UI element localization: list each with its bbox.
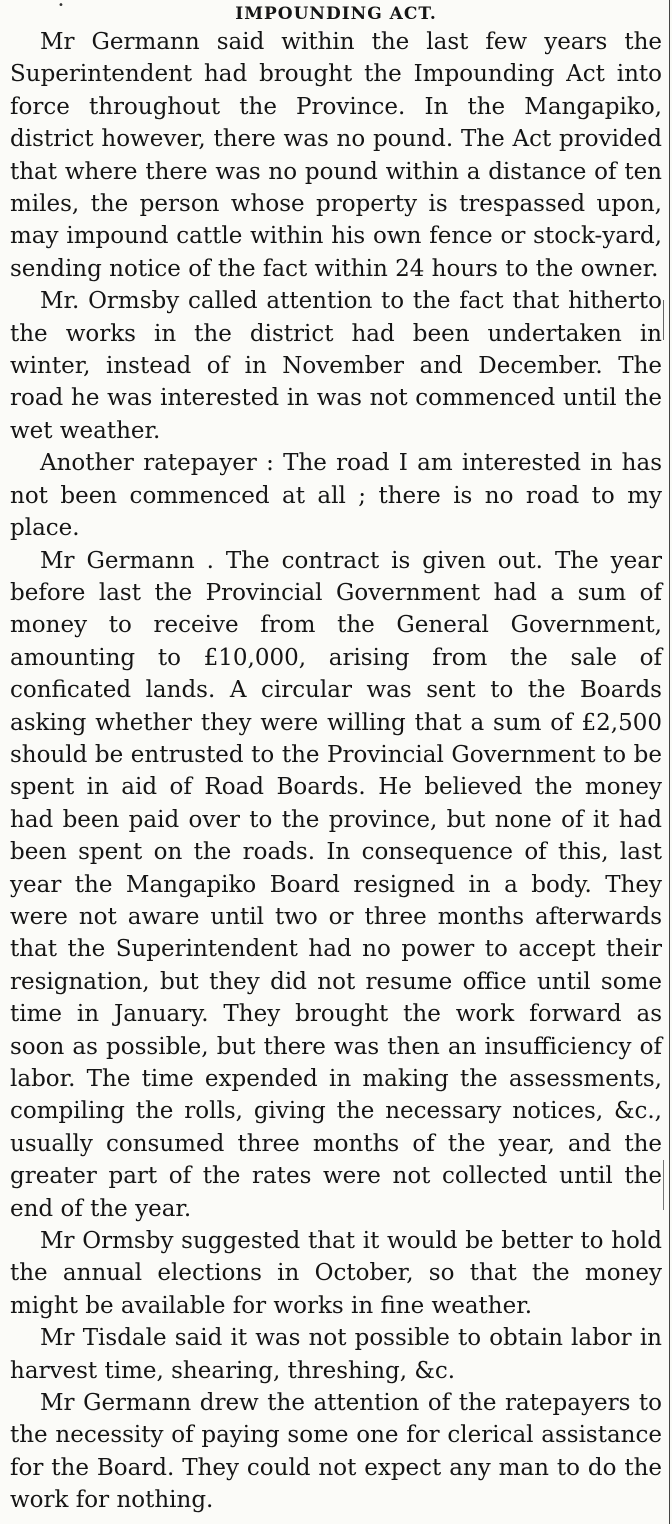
column-rule-fragment — [663, 1160, 664, 1210]
column-rule — [669, 0, 670, 1524]
paragraph-ormsby-works: Mr. Ormsby called attention to the fact that hitherto the works in the district had been undertaken in winter, instead of in November and December. The road he was interested in was not commenced until the wet weather. — [10, 288, 662, 444]
article-column — [10, 2, 662, 1517]
paragraph-germann-contract: Mr Germann . The contract is given out. The year before last the Provincial Government had a sum of money to receive from the General Government, amounting to £10,000, arising from the sale of conficated lands. A circular was sent to the Boards asking whether they were willing that a sum of £2,500 should be entrusted to the Provincial Government to be spent in aid of Road Boards. He believed the money had been paid over to the province, but none of it had been spent on the roads. In consequence of this, last year the Mangapiko Board resigned in a body. They were not aware until two or three months afterwards that the Superintendent had no power to accept their resignation, but they did not resume office until some time in January. They brought the work forward as soon as possible, but there was then an insufficiency of labor. The time expended in making the assessments, compiling the rolls, giving the necessary notices, &c., usually consumed three months of the year, and the greater part of the rates were not collected until the end of the year. — [10, 547, 662, 1222]
column-rule-fragment — [663, 300, 664, 340]
paragraph-tisdale-labor: Mr Tisdale said it was not possible to obtain labor in harvest time, shearing, threshing, &c. — [10, 1325, 662, 1384]
article-heading: IMPOUNDING ACT. — [235, 4, 437, 24]
paragraph-ormsby-elections: Mr Ormsby suggested that it would be better to hold the annual elections in October, so that the money might be available for works in fine weather. — [10, 1228, 662, 1319]
paragraph-germann-impounding: Mr Germann said within the last few years the Superintendent had brought the Impounding Act into force throughout the Province. In the Mangapiko, district however, there was no pound. The Act provided that where there was no pound within a distance of ten miles, the person whose property is trespassed upon, may impound cattle within his own fence or stock-yard, sending notice of the fact within 24 hours to the owner. — [10, 29, 662, 282]
paragraph-germann-clerical: Mr Germann drew the attention of the ratepayers to the necessity of paying some one for clerical assistance for the Board. They could not expect any man to do the work for nothing. — [10, 1390, 662, 1514]
print-speck: • — [58, 0, 64, 11]
paragraph-ratepayer-road: Another ratepayer : The road I am interested in has not been commenced at all ; there is no road to my place. — [10, 450, 662, 542]
